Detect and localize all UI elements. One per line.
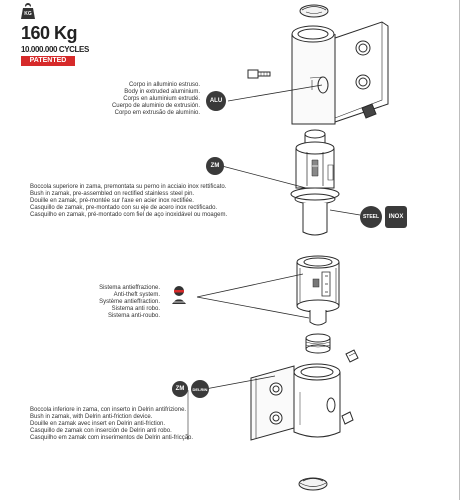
zm-badge-upper: ZM (206, 157, 224, 175)
cycle-rating: 10.000.000 CYCLES (21, 45, 89, 54)
alu-badge: ALU (206, 91, 226, 111)
alu-desc-line: Corps en aluminium extrudé. (123, 96, 200, 102)
lower-bush-desc-line: Casquilho em zamak com inserimentos de Delrin anti-fricção. (30, 435, 194, 441)
lower-bush-desc-line: Douille en zamak avec insert en Delrin anti-friction. (30, 421, 166, 427)
upper-bush-desc-line: Boccola superiore in zama, premontata su perno in acciaio inox rettificato. (30, 184, 227, 190)
weight-icon-label: KG (24, 11, 32, 17)
upper-bush-desc-line: Casquilho en zamak, pré-montado com fiel de aço inoxidável ou moagem. (30, 212, 228, 218)
inox-badge: INOX (385, 206, 407, 228)
alu-description (95, 82, 200, 117)
upper-bush (291, 130, 339, 235)
bottom-cap (299, 478, 327, 490)
anti-theft-desc-line: Sistema antieffrazione. (99, 285, 160, 291)
zm-badge-lower: ZM (172, 381, 188, 397)
alu-desc-line: Body in extruded aluminium. (124, 89, 200, 95)
threaded-ring (306, 334, 330, 353)
delrin-badge: DELRIN (191, 380, 209, 398)
anti-theft-desc-line: Système antieffraction. (99, 299, 160, 305)
anti-theft-desc-line: Anti-theft system. (113, 292, 160, 298)
load-rating: 160 Kg (21, 23, 78, 43)
alu-desc-line: Corpo em extrusão de alumínio. (114, 110, 200, 116)
lower-grub-screw (342, 412, 353, 424)
patented-badge: PATENTED (21, 56, 75, 66)
hex-grub-screw (346, 350, 358, 362)
upper-bush-description (30, 184, 292, 219)
burglar-icon (170, 285, 188, 305)
top-cap (300, 5, 328, 17)
upper-bush-desc-line: Casquillo de zamak, pre-montado con su eje de acero inox rectificado. (30, 205, 218, 211)
upper-bush-desc-line: Bush in zamak, pre-assembled on rectified stainless steel pin. (30, 191, 195, 197)
anti-theft-desc-line: Sistema anti robo. (111, 306, 160, 312)
lower-body (251, 364, 340, 440)
lower-bush-desc-line: Bush in zamak, with Delrin anti-friction device. (30, 414, 153, 420)
anti-theft-bush (297, 256, 339, 325)
upper-bush-desc-line: Douille en zamak, pré-montée sur l'axe en acier inox rectifiée. (30, 198, 194, 204)
anti-theft-desc-line: Sistema anti-roubo. (107, 313, 160, 319)
alu-desc-line: Corpo in alluminio estruso. (128, 82, 200, 88)
anti-theft-description (60, 285, 160, 320)
page-border (459, 0, 460, 500)
grub-screw (362, 104, 376, 118)
alu-desc-line: Cuerpo de aluminio de extrusión. (111, 103, 200, 109)
lower-bush-desc-line: Casquillo de zamak con inserción de Delrin anti robo. (30, 428, 172, 434)
screw (248, 70, 270, 78)
lower-bush-desc-line: Boccola inferiore in zama, con inserto in Delrin antifrizione. (30, 407, 187, 413)
lower-bush-description (30, 407, 230, 442)
steel-badge: STEEL (360, 206, 382, 228)
